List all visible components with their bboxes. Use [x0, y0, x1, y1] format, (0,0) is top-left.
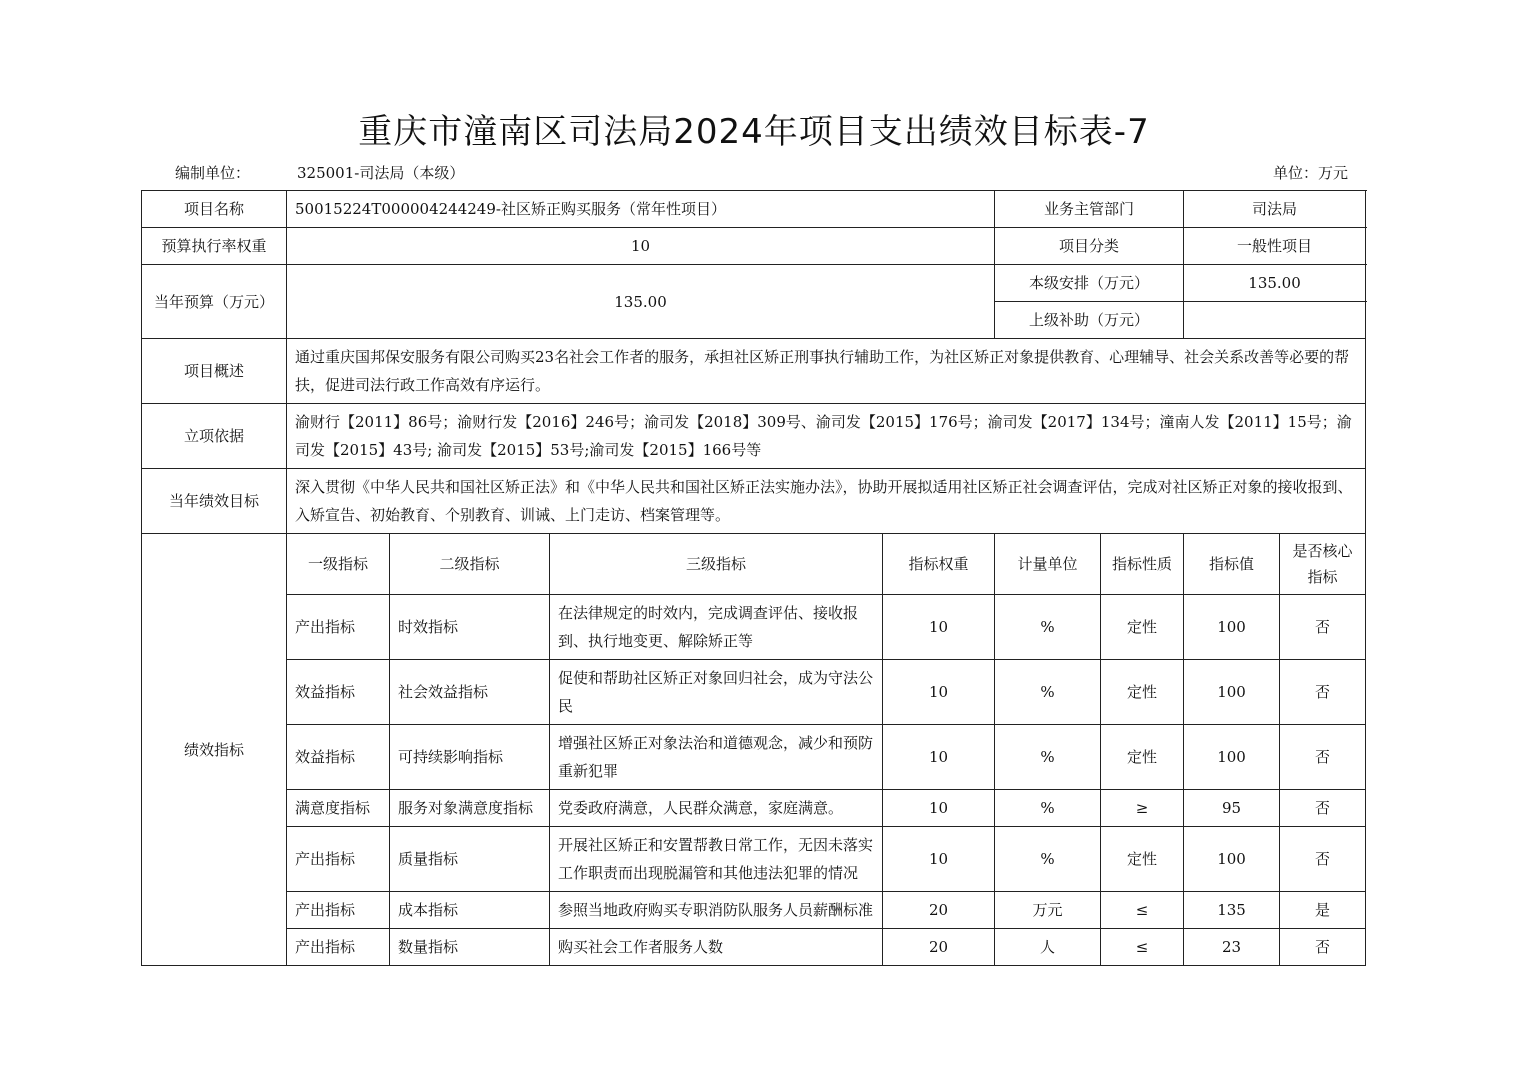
indicator-level2: 可持续影响指标: [390, 725, 550, 790]
weight-label: 预算执行率权重: [142, 228, 287, 265]
indicator-row: [142, 725, 1366, 790]
indicator-nature: 定性: [1101, 725, 1184, 790]
indicator-core: 否: [1280, 929, 1366, 966]
header-level3: 三级指标: [550, 534, 883, 595]
indicator-row: [142, 660, 1366, 725]
local-value: 135.00: [1184, 265, 1366, 302]
indicator-level2: 社会效益指标: [390, 660, 550, 725]
indicator-level2: 时效指标: [390, 595, 550, 660]
dept-value: 司法局: [1184, 191, 1366, 228]
header-nature: 指标性质: [1101, 534, 1184, 595]
basis-text: 渝财行【2011】86号；渝财行发【2016】246号；渝司发【2018】309号、渝司发【2015】176号；渝司发【2017】134号；潼南人发【2011】15号；渝司发【2015】43号; 渝司发【2015】53号;渝司发【2015】166号等: [287, 404, 1366, 469]
budget-value: 135.00: [287, 265, 995, 339]
indicator-unit: %: [995, 725, 1101, 790]
indicator-level1: 产出指标: [287, 827, 390, 892]
indicator-row: [142, 595, 1366, 660]
indicator-level3: 党委政府满意，人民群众满意，家庭满意。: [550, 790, 883, 827]
performance-table: [141, 190, 1365, 966]
org-value: 325001-司法局（本级）: [297, 164, 465, 182]
indicator-core: 否: [1280, 790, 1366, 827]
indicator-weight: 20: [883, 929, 995, 966]
indicator-weight: 10: [883, 827, 995, 892]
indicator-level2: 质量指标: [390, 827, 550, 892]
indicator-level2: 服务对象满意度指标: [390, 790, 550, 827]
indicator-nature: 定性: [1101, 595, 1184, 660]
header-weight: 指标权重: [883, 534, 995, 595]
indicator-level3: 参照当地政府购买专职消防队服务人员薪酬标准: [550, 892, 883, 929]
indicator-value: 100: [1184, 660, 1280, 725]
indicator-level2: 数量指标: [390, 929, 550, 966]
indicator-level1: 产出指标: [287, 929, 390, 966]
indicator-weight: 10: [883, 725, 995, 790]
indicator-level3: 在法律规定的时效内，完成调查评估、接收报到、执行地变更、解除矫正等: [550, 595, 883, 660]
indicator-weight: 20: [883, 892, 995, 929]
indicator-nature: 定性: [1101, 660, 1184, 725]
indicator-value: 135: [1184, 892, 1280, 929]
indicator-level2: 成本指标: [390, 892, 550, 929]
category-label: 项目分类: [995, 228, 1184, 265]
indicator-unit: 万元: [995, 892, 1101, 929]
basis-label: 立项依据: [142, 404, 287, 469]
indicator-nature: ≤: [1101, 929, 1184, 966]
local-label: 本级安排（万元）: [995, 265, 1184, 302]
goal-text: 深入贯彻《中华人民共和国社区矫正法》和《中华人民共和国社区矫正法实施办法》，协助开展拟适用社区矫正社会调查评估，完成对社区矫正对象的接收报到、入矫宣告、初始教育、个别教育、训诫、上门走访、档案管理等。: [287, 469, 1366, 534]
header-unit: 计量单位: [995, 534, 1101, 595]
unit-label: 单位：万元: [1273, 164, 1349, 182]
project-name: 50015224T000004244249-社区矫正购买服务（常年性项目）: [287, 191, 995, 228]
indicator-row: [142, 827, 1366, 892]
indicator-level3: 购买社会工作者服务人数: [550, 929, 883, 966]
budget-label: 当年预算（万元）: [142, 265, 287, 339]
indicator-core: 否: [1280, 595, 1366, 660]
indicator-unit: %: [995, 827, 1101, 892]
header-level2: 二级指标: [390, 534, 550, 595]
indicator-core: 否: [1280, 725, 1366, 790]
indicator-level1: 效益指标: [287, 725, 390, 790]
category-value: 一般性项目: [1184, 228, 1366, 265]
overview-label: 项目概述: [142, 339, 287, 404]
header-level1: 一级指标: [287, 534, 390, 595]
overview-text: 通过重庆国邦保安服务有限公司购买23名社会工作者的服务，承担社区矫正刑事执行辅助工作，为社区矫正对象提供教育、心理辅导、社会关系改善等必要的帮扶，促进司法行政工作高效有序运行。: [287, 339, 1366, 404]
indicator-value: 23: [1184, 929, 1280, 966]
indicator-nature: ≤: [1101, 892, 1184, 929]
indicator-nature: 定性: [1101, 827, 1184, 892]
goal-label: 当年绩效目标: [142, 469, 287, 534]
indicator-row: [142, 892, 1366, 929]
indicators-section-label: 绩效指标: [142, 534, 287, 966]
indicator-row: [142, 929, 1366, 966]
indicator-value: 100: [1184, 595, 1280, 660]
indicator-nature: ≥: [1101, 790, 1184, 827]
indicator-value: 100: [1184, 725, 1280, 790]
upper-label: 上级补助（万元）: [995, 302, 1184, 339]
indicator-core: 否: [1280, 660, 1366, 725]
indicator-level3: 增强社区矫正对象法治和道德观念，减少和预防重新犯罪: [550, 725, 883, 790]
indicator-level3: 开展社区矫正和安置帮教日常工作，无因未落实工作职责而出现脱漏管和其他违法犯罪的情况: [550, 827, 883, 892]
indicator-value: 100: [1184, 827, 1280, 892]
indicator-weight: 10: [883, 660, 995, 725]
indicator-level3: 促使和帮助社区矫正对象回归社会，成为守法公民: [550, 660, 883, 725]
indicator-weight: 10: [883, 790, 995, 827]
indicator-row: [142, 790, 1366, 827]
indicator-unit: 人: [995, 929, 1101, 966]
indicator-unit: %: [995, 595, 1101, 660]
header-core: 是否核心指标: [1280, 534, 1366, 595]
indicator-level1: 产出指标: [287, 892, 390, 929]
upper-value: [1184, 302, 1366, 339]
dept-label: 业务主管部门: [995, 191, 1184, 228]
weight-value: 10: [287, 228, 995, 265]
indicator-unit: %: [995, 790, 1101, 827]
indicator-level1: 效益指标: [287, 660, 390, 725]
indicator-unit: %: [995, 660, 1101, 725]
page-title: 重庆市潼南区司法局2024年项目支出绩效目标表-7: [358, 112, 1150, 152]
indicator-core: 否: [1280, 827, 1366, 892]
indicator-weight: 10: [883, 595, 995, 660]
org-label: 编制单位：: [175, 164, 251, 182]
indicator-value: 95: [1184, 790, 1280, 827]
header-value: 指标值: [1184, 534, 1280, 595]
indicator-level1: 产出指标: [287, 595, 390, 660]
project-name-label: 项目名称: [142, 191, 287, 228]
indicator-core: 是: [1280, 892, 1366, 929]
indicator-level1: 满意度指标: [287, 790, 390, 827]
